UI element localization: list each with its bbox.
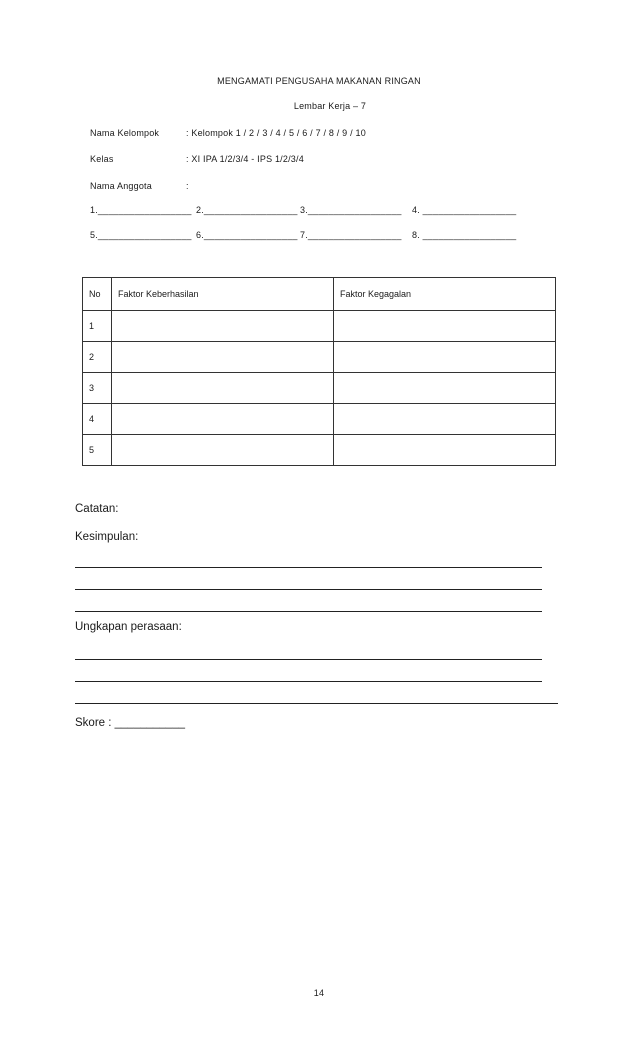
failure-factor-cell[interactable]: [334, 435, 556, 466]
feelings-line[interactable]: [75, 681, 542, 682]
success-factor-cell[interactable]: [112, 342, 334, 373]
group-value: : Kelompok 1 / 2 / 3 / 4 / 5 / 6 / 7 / 8 / 9 / 10: [186, 128, 366, 138]
row-number: 5: [83, 435, 112, 466]
table-row: [83, 342, 556, 373]
page-number: 14: [313, 988, 325, 998]
score-field: Skore : ___________: [75, 717, 185, 729]
worksheet-subtitle: Lembar Kerja – 7: [293, 101, 367, 111]
class-value: : XI IPA 1/2/3/4 - IPS 1/2/3/4: [186, 154, 304, 164]
member-blank: 1.__________________: [90, 205, 192, 215]
row-number: 4: [83, 404, 112, 435]
table-row: [83, 373, 556, 404]
member-blank: 3.__________________: [300, 205, 402, 215]
group-label: Nama Kelompok: [90, 128, 160, 138]
conclusion-line[interactable]: [75, 567, 542, 568]
member-blank: 8. __________________: [412, 230, 517, 240]
success-factor-cell[interactable]: [112, 404, 334, 435]
table-row: [83, 404, 556, 435]
member-blank: 6.__________________: [196, 230, 298, 240]
conclusion-line[interactable]: [75, 611, 542, 612]
failure-factor-cell[interactable]: [334, 311, 556, 342]
table-row: [83, 435, 556, 466]
member-blank: 2.__________________: [196, 205, 298, 215]
member-blank: 7.__________________: [300, 230, 402, 240]
success-factor-cell[interactable]: [112, 311, 334, 342]
header-no: No: [83, 278, 112, 311]
feelings-line[interactable]: [75, 703, 558, 704]
worksheet-title: MENGAMATI PENGUSAHA MAKANAN RINGAN: [217, 76, 421, 86]
conclusion-label: Kesimpulan:: [75, 531, 139, 543]
members-label: Nama Anggota: [90, 181, 152, 191]
header-success-factors: Faktor Keberhasilan: [112, 278, 334, 311]
member-blank: 5.__________________: [90, 230, 192, 240]
class-label: Kelas: [90, 154, 114, 164]
notes-label: Catatan:: [75, 503, 119, 515]
member-blank: 4. __________________: [412, 205, 517, 215]
row-number: 2: [83, 342, 112, 373]
factors-table: [82, 277, 556, 466]
success-factor-cell[interactable]: [112, 435, 334, 466]
members-value: :: [186, 181, 189, 191]
failure-factor-cell[interactable]: [334, 342, 556, 373]
feelings-line[interactable]: [75, 659, 542, 660]
conclusion-line[interactable]: [75, 589, 542, 590]
row-number: 1: [83, 311, 112, 342]
header-failure-factors: Faktor Kegagalan: [334, 278, 556, 311]
table-row: [83, 311, 556, 342]
feelings-label: Ungkapan perasaan:: [75, 621, 182, 633]
table-header-row: [83, 278, 556, 311]
row-number: 3: [83, 373, 112, 404]
success-factor-cell[interactable]: [112, 373, 334, 404]
failure-factor-cell[interactable]: [334, 373, 556, 404]
failure-factor-cell[interactable]: [334, 404, 556, 435]
